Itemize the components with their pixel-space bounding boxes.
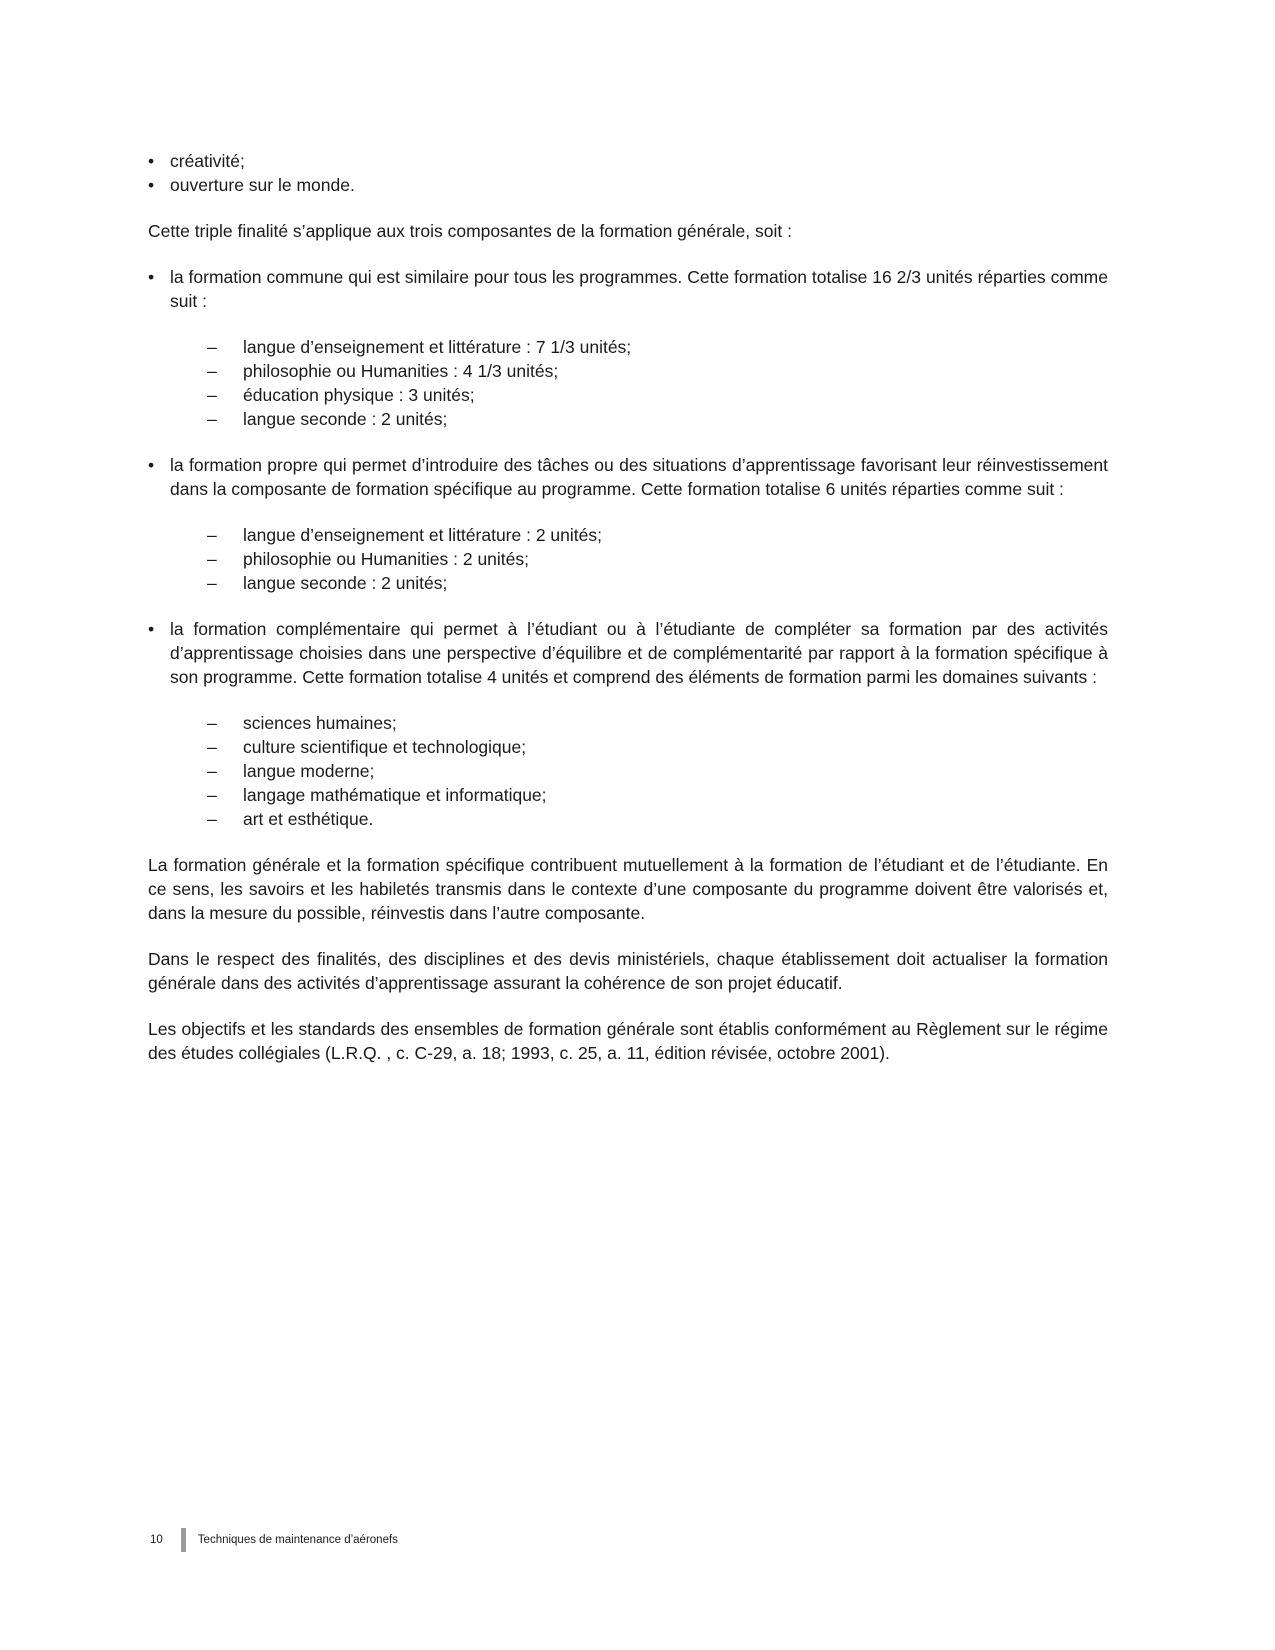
list-item-text: ouverture sur le monde.: [170, 175, 355, 195]
page-number: 10: [150, 1534, 163, 1546]
dash-icon: –: [207, 549, 217, 569]
list-item-text: créativité;: [170, 151, 245, 171]
dash-icon: –: [207, 809, 217, 829]
list-item-text: langue d’enseignement et littérature : 7 1/3 unités;: [243, 337, 632, 357]
intro-bullet-list: [148, 149, 1108, 197]
component-text: la formation commune qui est similaire pour tous les programmes. Cette formation totalise 16 2/3 unités réparties comme suit :: [170, 267, 1108, 311]
component-text: la formation propre qui permet d’introduire des tâches ou des situations d’apprentissage favorisant leur réinvestissement dans la composante de formation spécifique au programme. Cette formation totalise 6 unités réparties comme suit :: [170, 455, 1108, 499]
bullet-icon: •: [148, 267, 155, 287]
list-item: [207, 407, 907, 431]
component-text: la formation complémentaire qui permet à l’étudiant ou à l’étudiante de compléter sa formation par des activités d’apprentissage choisies dans une perspective d’équilibre et de complémentarité par rapport à la formation spécifique à son programme. Cette formation totalise 4 unités et comprend des éléments de formation parmi les domaines suivants :: [170, 619, 1108, 687]
list-item-text: éducation physique : 3 unités;: [243, 385, 475, 405]
paragraph: La formation générale et la formation spécifique contribuent mutuellement à la formation de l’étudiant et de l’étudiante. En ce sens, les savoirs et les habiletés transmis dans le contexte d’une composante du programme doivent être valorisés et, dans la mesure du possible, réinvestis dans l’autre composante.: [148, 855, 1108, 923]
dash-icon: –: [207, 713, 217, 733]
list-item-text: langue moderne;: [243, 761, 375, 781]
list-item: [207, 571, 907, 595]
list-item: [207, 807, 907, 831]
list-item: [148, 149, 1108, 173]
component-complementaire: [148, 617, 1108, 689]
page-content: [148, 149, 1108, 1087]
list-item-text: sciences humaines;: [243, 713, 397, 733]
dash-icon: –: [207, 525, 217, 545]
list-item: [207, 711, 907, 735]
sublist-propre: [207, 523, 907, 595]
list-item: [207, 523, 907, 547]
list-item: [207, 383, 907, 407]
footer-divider: [181, 1528, 186, 1552]
component-propre: [148, 453, 1108, 501]
list-item: [207, 735, 907, 759]
list-item-text: langue seconde : 2 unités;: [243, 573, 448, 593]
document-title: Techniques de maintenance d’aéronefs: [197, 1534, 398, 1546]
list-item: [207, 547, 907, 571]
list-item-text: culture scientifique et technologique;: [243, 737, 527, 757]
sublist-complementaire: [207, 711, 907, 831]
bullet-icon: •: [148, 175, 155, 195]
dash-icon: –: [207, 337, 217, 357]
dash-icon: –: [207, 409, 217, 429]
dash-icon: –: [207, 361, 217, 381]
dash-icon: –: [207, 385, 217, 405]
list-item: [148, 173, 1108, 197]
list-item: [207, 359, 907, 383]
dash-icon: –: [207, 761, 217, 781]
list-item-text: langue seconde : 2 unités;: [243, 409, 448, 429]
paragraph: Dans le respect des finalités, des disciplines et des devis ministériels, chaque établissement doit actualiser la formation générale dans des activités d’apprentissage assurant la cohérence de son projet éducatif.: [148, 949, 1108, 993]
list-item-text: langue d’enseignement et littérature : 2 unités;: [243, 525, 602, 545]
dash-icon: –: [207, 785, 217, 805]
dash-icon: –: [207, 737, 217, 757]
component-commune: [148, 265, 1108, 313]
list-item: [207, 759, 907, 783]
paragraph: Les objectifs et les standards des ensembles de formation générale sont établis conformément au Règlement sur le régime des études collégiales (L.R.Q. , c. C-29, a. 18; 1993, c. 25, a. 11, édition révisée, octobre 2001).: [148, 1019, 1108, 1063]
list-item-text: langage mathématique et informatique;: [243, 785, 547, 805]
sublist-commune: [207, 335, 907, 431]
page-footer: [150, 1528, 398, 1552]
paragraph-triple: Cette triple finalité s’applique aux trois composantes de la formation générale, soit :: [148, 221, 792, 241]
list-item-text: art et esthétique.: [243, 809, 374, 829]
bullet-icon: •: [148, 455, 155, 475]
list-item: [207, 335, 907, 359]
bullet-icon: •: [148, 619, 155, 639]
list-item-text: philosophie ou Humanities : 4 1/3 unités;: [243, 361, 559, 381]
list-item: [207, 783, 907, 807]
list-item-text: philosophie ou Humanities : 2 unités;: [243, 549, 530, 569]
dash-icon: –: [207, 573, 217, 593]
bullet-icon: •: [148, 151, 155, 171]
